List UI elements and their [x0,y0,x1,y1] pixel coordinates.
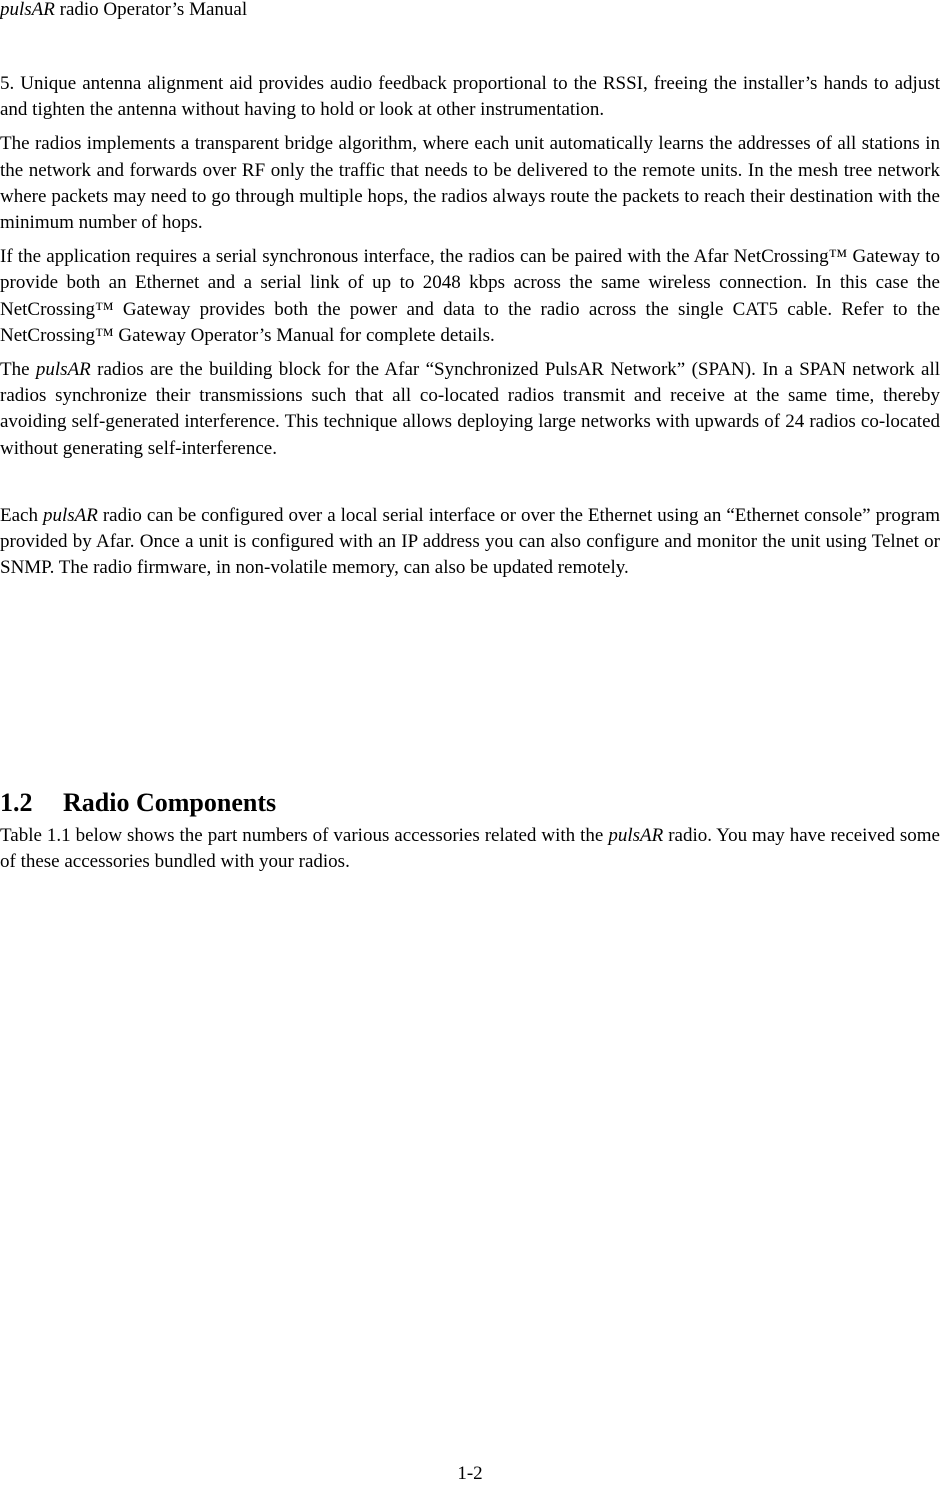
p5-post: radio can be configured over a local serial interface or over the Ethernet using an “Ethernet console” program provided by Afar. Once a unit is configured with an IP address you can also configure and monitor the unit using Telnet or SNMP. The radio firmware, in non-volatile memory, can also be updated remotely. [0,504,940,579]
paragraph-feature-5: 5. Unique antenna alignment aid provides audio feedback proportional to the RSSI, freeing the installer’s hands to adjust and tighten the antenna without having to hold or look at other instrumentation. [0,73,940,121]
body-text [0,71,940,581]
p5-brand: pulsAR [42,504,98,526]
p6-post: radio. You may have received some of these accessories bundled with your radios. [0,825,940,873]
header-title: radio Operator’s Manual [54,0,248,20]
paragraph-netcrossing: If the application requires a serial synchronous interface, the radios can be paired with the Afar NetCrossing™ Gateway to provide both an Ethernet and a serial link of up to 2048 kbps across the same wireless connection. In this case the NetCrossing™ Gateway provides both the power and data to the radio across the single CAT5 cable. Refer to the NetCrossing™ Gateway Operator’s Manual for complete details. [0,246,940,346]
p4-brand: pulsAR [35,359,91,381]
header-brand: pulsAR [0,0,55,20]
p6-brand: pulsAR [608,825,664,846]
p6-pre: Table 1.1 below shows the part numbers of various accessories related with the [0,825,609,846]
page-number: 1-2 [457,1463,483,1484]
paragraph-bridge-algorithm: The radios implements a transparent bridge algorithm, where each unit automatically learns the addresses of all stations in the network and forwards over RF only the traffic that needs to be delivered to the remote units. In the mesh tree network where packets may need to go through multiple hops, the radios always route the packets to reach their destination with the minimum number of hops. [0,133,940,234]
section-number: 1.2 [0,787,33,817]
p4-pre: The [0,359,36,381]
paragraph-configuration [0,503,940,582]
p4-post: radios are the building block for the Afar “Synchronized PulsAR Network” (SPAN). In a SPAN network all radios synchronize their transmissions such that all co-located radios transmit and receive at the same time, thereby avoiding self-generated interference. This technique allows deploying large networks with upwards of 24 radios co-located without generating self-interference. [0,359,940,459]
p5-pre: Each [0,504,43,526]
paragraph-table-intro [0,823,940,875]
running-header [0,0,247,20]
section-title: Radio Components [63,787,277,817]
section-heading [0,787,276,819]
paragraph-span [0,357,940,462]
